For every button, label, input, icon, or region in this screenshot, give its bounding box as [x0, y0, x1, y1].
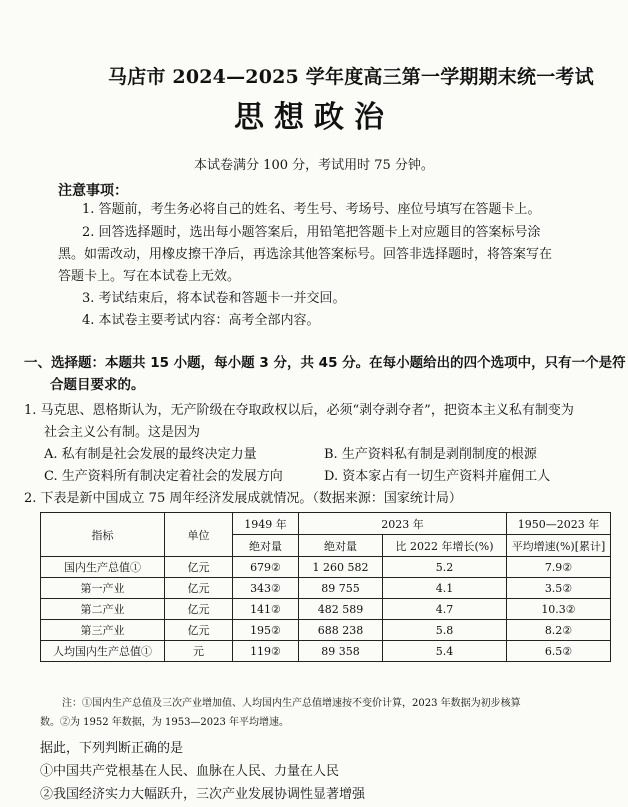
cell-unit: 元	[165, 641, 233, 662]
cell-2023: 1 260 582	[299, 557, 383, 578]
q2-stem: 2. 下表是新中国成立 75 周年经济发展成就情况。（数据来源：国家统计局）	[24, 491, 462, 506]
header-2023: 2023 年	[299, 513, 507, 535]
cell-indicator: 第二产业	[41, 599, 165, 620]
cell-growth: 5.8	[383, 620, 507, 641]
table-row	[41, 620, 611, 641]
header-avg-period: 1950—2023 年	[507, 513, 611, 535]
subject-title: 思想政治	[234, 100, 394, 135]
table-row	[41, 557, 611, 578]
cell-unit: 亿元	[165, 599, 233, 620]
cell-1949: 195②	[233, 620, 299, 641]
cell-1949: 119②	[233, 641, 299, 662]
cell-2023: 482 589	[299, 599, 383, 620]
cell-unit: 亿元	[165, 557, 233, 578]
cell-1949: 343②	[233, 578, 299, 599]
cell-indicator: 人均国内生产总值①	[41, 641, 165, 662]
cell-indicator: 第一产业	[41, 578, 165, 599]
table-row	[41, 641, 611, 662]
q1-option-d: D. 资本家占有一切生产资料并雇佣工人	[324, 469, 551, 484]
table-note: 注：①国内生产总值及三次产业增加值、人均国内生产总值增速按不变价计算，2023 年数据为初步核算	[62, 698, 521, 709]
cell-unit: 亿元	[165, 578, 233, 599]
cell-avg: 7.9②	[507, 557, 611, 578]
cell-unit: 亿元	[165, 620, 233, 641]
header-unit: 单位	[165, 513, 233, 557]
cell-indicator: 国内生产总值①	[41, 557, 165, 578]
cell-avg: 10.3②	[507, 599, 611, 620]
q1-stem-cont: 社会主义公有制。这是因为	[44, 425, 201, 440]
economic-data-table	[40, 512, 611, 662]
cell-1949: 679②	[233, 557, 299, 578]
header-2023-absolute: 绝对量	[299, 535, 383, 557]
exam-meta: 本试卷满分 100 分，考试用时 75 分钟。	[194, 158, 434, 173]
cell-growth: 5.4	[383, 641, 507, 662]
exam-title: 马店市 2024—2025 学年度高三第一学期期末统一考试	[108, 66, 594, 88]
header-avg-growth: 平均增速(%)[累计]	[507, 535, 611, 557]
notice-item-3: 3. 考试结束后，将本试卷和答题卡一并交回。	[82, 291, 346, 306]
q2-statement-1: ①中国共产党根基在人民、血脉在人民、力量在人民	[40, 764, 340, 779]
cell-2023: 688 238	[299, 620, 383, 641]
table-note-cont: 数。②为 1952 年数据，为 1953—2023 年平均增速。	[40, 717, 290, 728]
section-heading-cont: 合题目要求的。	[50, 377, 145, 393]
cell-avg: 6.5②	[507, 641, 611, 662]
section-heading: 一、选择题：本题共 15 小题，每小题 3 分，共 45 分。在每小题给出的四个选项中，只有一个是符	[24, 355, 626, 371]
header-2023-growth: 比 2022 年增长(%)	[383, 535, 507, 557]
q1-option-a: A. 私有制是社会发展的最终决定力量	[44, 447, 257, 462]
q1-option-b: B. 生产资料私有制是剥削制度的根源	[324, 447, 537, 462]
cell-1949: 141②	[233, 599, 299, 620]
cell-growth: 5.2	[383, 557, 507, 578]
q1-option-c: C. 生产资料所有制决定着社会的发展方向	[44, 469, 283, 484]
cell-2023: 89 358	[299, 641, 383, 662]
table-row	[41, 578, 611, 599]
notice-item-1: 1. 答题前，考生务必将自己的姓名、考生号、考场号、座位号填写在答题卡上。	[82, 202, 541, 217]
cell-growth: 4.1	[383, 578, 507, 599]
q1-stem: 1. 马克思、恩格斯认为，无产阶级在夺取政权以后，必须“剥夺剥夺者”，把资本主义私有制变为	[24, 403, 574, 418]
cell-avg: 3.5②	[507, 578, 611, 599]
header-1949: 1949 年	[233, 513, 299, 535]
cell-growth: 4.7	[383, 599, 507, 620]
cell-indicator: 第三产业	[41, 620, 165, 641]
notice-item-4: 4. 本试卷主要考试内容：高考全部内容。	[82, 313, 320, 328]
header-1949-absolute: 绝对量	[233, 535, 299, 557]
q2-statement-2: ②我国经济实力大幅跃升，三次产业发展协调性显著增强	[40, 787, 366, 802]
notice-item-2-cont: 黑。如需改动，用橡皮擦干净后，再选涂其他答案标号。回答非选择题时，将答案写在	[58, 247, 553, 262]
cell-avg: 8.2②	[507, 620, 611, 641]
header-indicator: 指标	[41, 513, 165, 557]
notice-item-2-end: 答题卡上。写在本试卷上无效。	[58, 269, 241, 284]
q2-prompt: 据此，下列判断正确的是	[40, 741, 184, 756]
notice-item-2: 2. 回答选择题时，选出每小题答案后，用铅笔把答题卡上对应题目的答案标号涂	[82, 225, 541, 240]
table-row	[41, 599, 611, 620]
cell-2023: 89 755	[299, 578, 383, 599]
notice-heading: 注意事项：	[58, 183, 128, 199]
